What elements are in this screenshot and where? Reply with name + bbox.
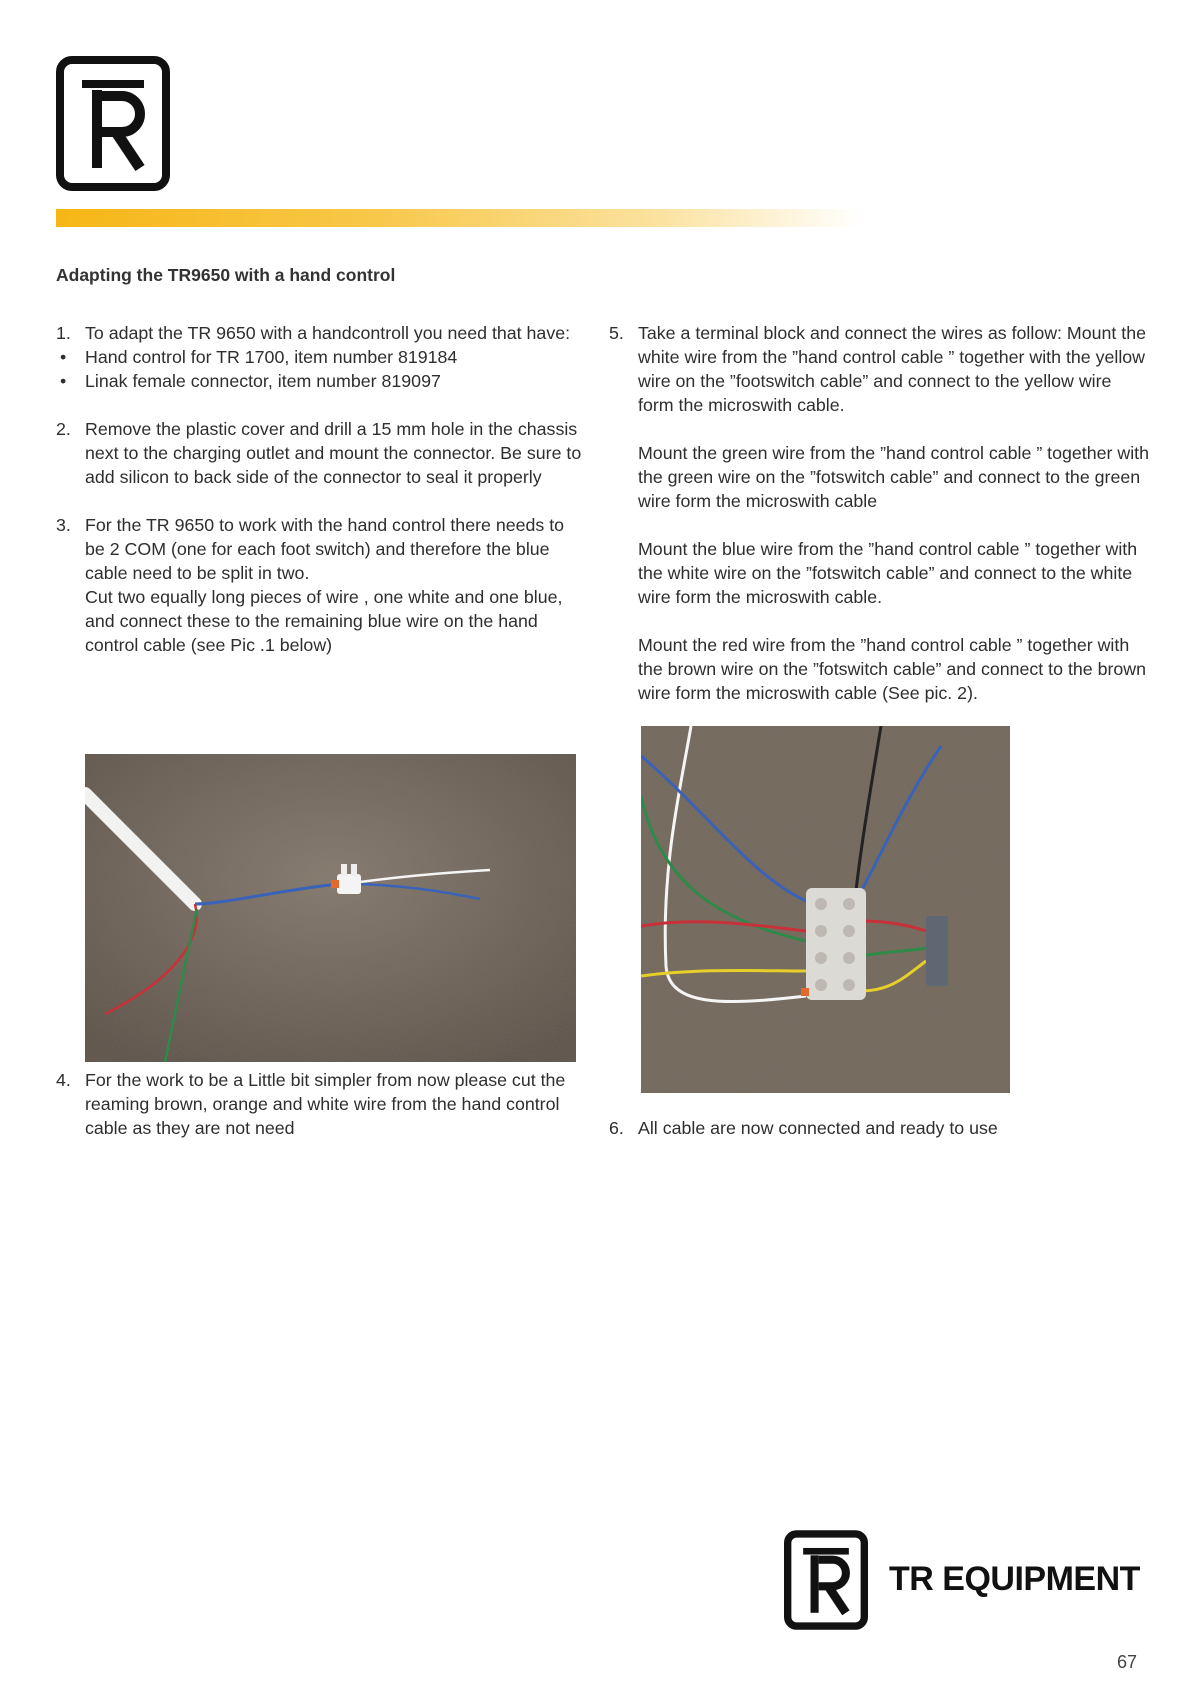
page-heading: Adapting the TR9650 with a hand control: [56, 265, 396, 285]
page-number: 67: [1116, 1652, 1137, 1672]
terminal-block-photo: [641, 726, 1010, 1093]
tr-logo-icon: [56, 56, 170, 191]
left-column: [56, 321, 586, 657]
step-1: 1. To adapt the TR 9650 with a handcontroll you need that have:: [56, 323, 571, 343]
step-3: 3. For the TR 9650 to work with the hand control there needs to be 2 COM (one for each foot switch) and therefore the blue cable need to be split in two. Cut two equally long pieces of wire , one white and one blue, and connect these to the remaining blue wire on the hand control cable (see Pic .1 below): [56, 515, 565, 655]
step-2: 2. Remove the plastic cover and drill a 15 mm hole in the chassis next to the charging outlet and mount the connector. Be sure to add silicon to back side of the connector to seal it properly: [56, 419, 582, 487]
list-item: • Linak female connector, item number 819097: [60, 371, 441, 391]
wire-split-photo: [85, 754, 576, 1062]
brand-name: TR EQUIPMENT: [889, 1560, 1140, 1598]
step-5: 5. Take a terminal block and connect the wires as follow: Mount the white wire from the ”hand control cable ” together with the yellow wire on the ”footswitch cable” and connect to the yellow wire form the microswith cable. Mount the green wire from the ”hand control cable ” together with the green wire on the ”fotswitch cable” and connect to the green wire form the microswith cable Mount the blue wire from the ”hand control cable ” together with the white wire on the ”fotswitch cable” and connect to the white wire form the microswith cable. Mount the red wire from the ”hand control cable ” together with the brown wire on the ”fotswitch cable” and connect to the brown wire form the microswith cable (See pic. 2).: [609, 323, 1149, 703]
header-accent-bar: [56, 209, 861, 227]
tr-footer-logo-icon: [784, 1530, 868, 1630]
step-4: 4. For the work to be a Little bit simpler from now please cut the reaming brown, orange and white wire from the hand control cable as they are not need: [56, 1070, 566, 1138]
list-item: • Hand control for TR 1700, item number 819184: [60, 347, 458, 367]
right-column: [609, 321, 1149, 705]
step-6: 6. All cable are now connected and ready to use: [609, 1118, 998, 1138]
